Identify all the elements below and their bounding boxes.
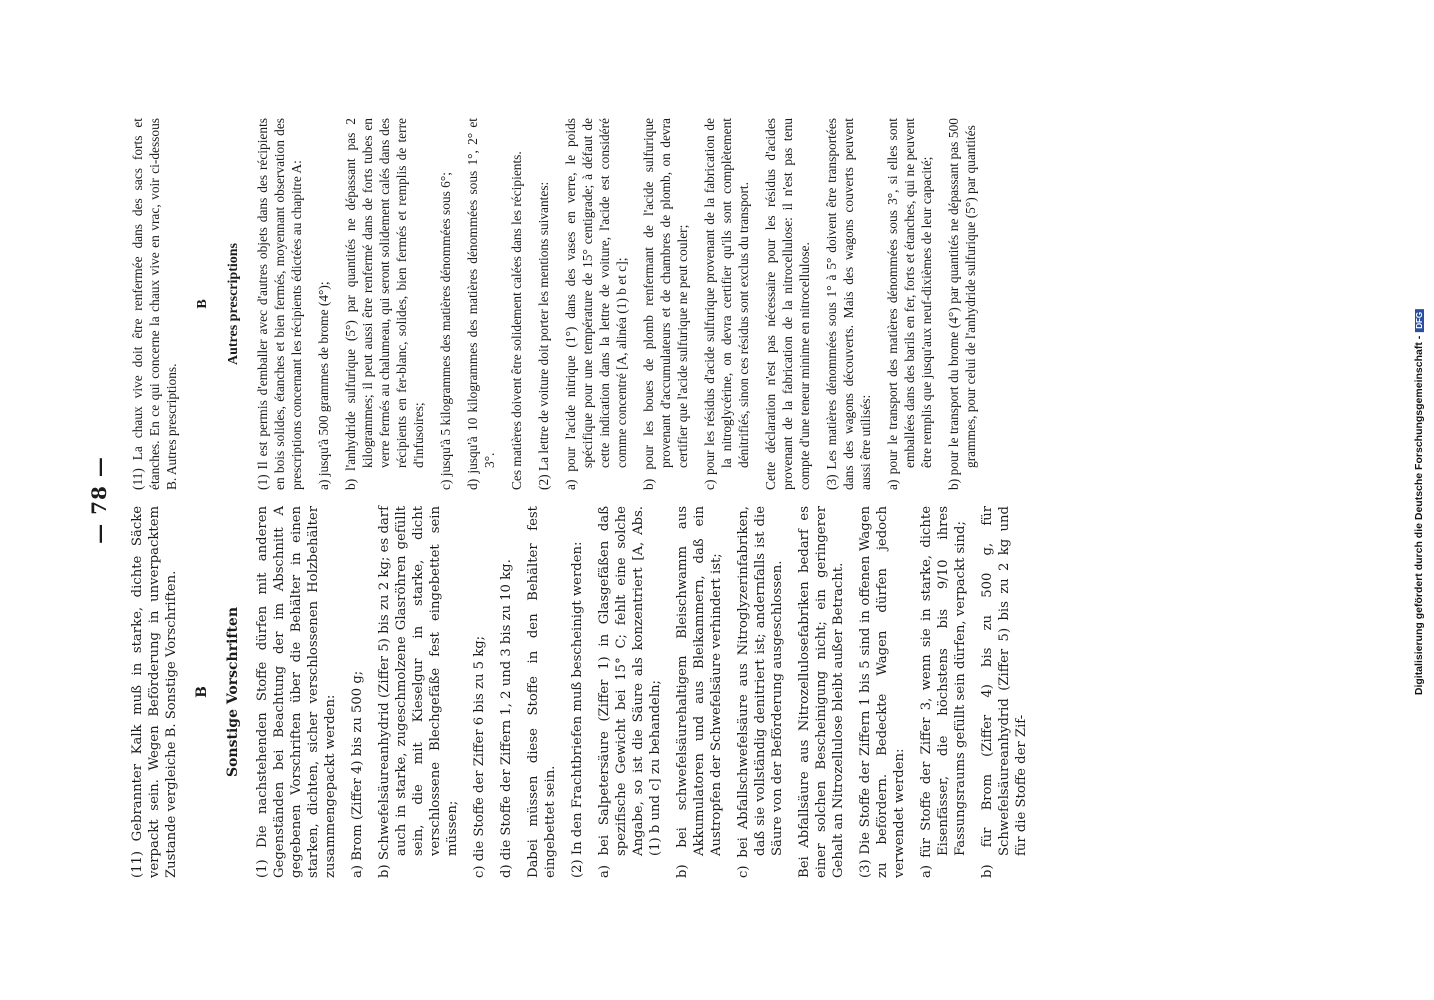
- german-intro: (11) Gebrannter Kalk muß in starke, dichte Säcke verpackt sein. Wegen Beförderung in unverpacktem Zustande vergleiche B. Sonstige Vorschriften.: [130, 506, 179, 878]
- french-item-c2: c) pour les résidus d'acide sulfurique provenant de la fabrication de la nitroglycérine, on devra certifier qu'ils sont complètement dénitrifiés, sinon ces résidus sont exclus du transport.: [702, 118, 751, 490]
- german-paragraph-2: (2) In den Frachtbriefen muß bescheinigt werden:: [570, 541, 585, 878]
- french-item-a2: a) pour l'acide nitrique (1°) dans des vases en verre, le poids spécifique pour une température de 15° centigrade; à défaut de cette indication dans la lettre de voiture, l'acide est considéré comme concentré [A, alinéa (1) b et c];: [563, 118, 629, 490]
- german-item-a3: a) für Stoffe der Ziffer 3, wenn sie in starke, dichte Eisenfässer, die höchstens bis 9/10 ihres Fassungsraums gefüllt sein dürfen, verpackt sind;: [919, 506, 968, 878]
- french-item-b3: b) pour le transport du brome (4°) par quantités ne dépassant pas 500 grammes, pour celui de l'anhydride sulfurique (5°) par quantités: [946, 118, 978, 490]
- german-item-c2: c) bei Abfallschwefelsäure aus Nitroglyzerinfabriken, daß sie vollständig denitriert ist; andernfalls ist die Säure von der Beförderung ausgeschlossen.: [736, 506, 785, 878]
- german-item-b: b) Schwefelsäureanhydrid (Ziffer 5) bis zu 2 kg; es darf auch in starke, zugeschmolzene Glasröhren gefüllt sein, die mit Kieselgur in starke, dicht verschlossene Blechgefäße fest eingebettet sein müssen;: [377, 506, 460, 878]
- german-item-d: d) die Stoffe der Ziffern 1, 2 und 3 bis zu 10 kg.: [499, 559, 514, 878]
- french-paragraph-3: Cette déclaration n'est pas nécessaire pour les résidus d'acides provenant de la fabrication de la nitrocellulose: il n'est pas tenu compte d'une teneur minime en nitrocellulose.: [763, 118, 812, 490]
- french-intro: (11) La chaux vive doit être renfermée dans des sacs forts et étanches. En ce qui concerne la chaux vive en vrac, voir ci-dessous B. Autres prescriptions.: [130, 118, 179, 490]
- german-item-d-note: Dabei müssen diese Stoffe in den Behälter fest eingebettet sein.: [526, 506, 558, 878]
- german-item-b2: b) bei schwefelsäurehaltigem Bleischwamm aus Akkumulatoren und aus Bleikammern, daß ein Austropfen der Schwefelsäure verhindert ist;: [675, 506, 724, 878]
- german-item-a: a) Brom (Ziffer 4) bis zu 500 g;: [350, 670, 365, 878]
- french-item-d: d) jusqu'à 10 kilogrammes des matières dénommées sous 1°, 2° et 3°.: [465, 118, 497, 490]
- german-subtitle: Sonstige Vorschriften: [225, 607, 241, 778]
- french-column: [129, 118, 989, 490]
- german-paragraph-3: Bei Abfallsäure aus Nitrozellulosefabriken bedarf es einer solchen Bescheinigung nicht; ein geringerer Gehalt an Nitrozellulose bleibt außer Betracht.: [797, 506, 846, 878]
- german-item-c: c) die Stoffe der Ziffer 6 bis zu 5 kg;: [472, 635, 487, 878]
- digitization-credit: [1406, 12, 1432, 992]
- scanned-page: [67, 100, 1367, 900]
- french-item-a3: a) pour le transport des matières dénommées sous 3°, si elles sont emballées dans des barils en fer, forts et étanches, qui ne peuvent être remplis que jusqu'aux neuf-dixièmes de leur capacité;: [885, 118, 934, 490]
- german-section-letter: B: [194, 686, 210, 698]
- french-section-letter: B: [195, 299, 210, 309]
- french-item-c: c) jusqu'à 5 kilogrammes des matières dénommées sous 6°;: [438, 172, 453, 490]
- german-item-b3: b) für Brom (Ziffer 4) bis zu 500 g, für Schwefelsäureanhydrid (Ziffer 5) bis zu 2 kg und für die Stoffe der Zif-: [980, 506, 1029, 878]
- credit-label: Digitalisierung gefördert durch die Deutsche Forschungsgemeinschaft -: [1413, 335, 1425, 696]
- french-item-b2: b) pour les boues de plomb renfermant de l'acide sulfurique provenant d'accumulateurs et de chambres de plomb, on devra certifier que l'acide sulfurique ne peut couler;: [641, 118, 690, 490]
- german-paragraph-4: (3) Die Stoffe der Ziffern 1 bis 5 sind in offenen Wagen zu befördern. Bedeckte Wagen dürfen jedoch verwendet werden:: [858, 506, 907, 878]
- french-item-a: a) jusqu'à 500 grammes de brome (4°);: [316, 281, 331, 490]
- german-item-a2: a) bei Salpetersäure (Ziffer 1) in Glasgefäßen daß spezifische Gewicht bei 15° C; fehlt eine solche Angabe, so ist die Säure als konzentriert [A, Abs. (1) b und c] zu behandeln;: [597, 506, 663, 878]
- french-paragraph-1: (1) Il est permis d'emballer avec d'autres objets dans des récipients en bois solides, étanches et bien fermés, moyennant observation des prescriptions concernant les récipients édictées au chapitre A:: [255, 118, 304, 490]
- french-paragraph-2: (2) La lettre de voiture doit porter les mentions suivantes:: [536, 181, 551, 490]
- french-item-b: b) l'anhydride sulfurique (5°) par quantités ne dépassant pas 2 kilogrammes; il peut aussi être renfermé dans de forts tubes en verre fermés au chalumeau, qui seront solidement calés dans des récipients en fer-blanc, solides, bien fermés et remplis de terre d'infusoires;: [343, 118, 426, 490]
- german-column: [129, 506, 1040, 878]
- german-paragraph-1: (1) Die nachstehenden Stoffe dürfen mit anderen Gegenständen bei Beachtung der im Abschnitt A gegebenen Vorschriften über die Behälter in einen starken, dichten, sicher verschlossenen Holzbehälter zusammengepackt werden:: [255, 506, 338, 878]
- dfg-logo: DFG: [1415, 309, 1424, 332]
- page-number: — 78 —: [87, 456, 111, 544]
- digitization-credit-text: [1413, 309, 1425, 695]
- french-item-d-note: Ces matières doivent être solidement calées dans les récipients.: [509, 151, 524, 490]
- french-paragraph-4: (3) Les matières dénommées sous 1° à 5° doivent être transportées dans des wagons découverts. Mais des wagons couverts peuvent aussi être utilisés:: [824, 118, 873, 490]
- french-subtitle: Autres prescriptions: [226, 243, 241, 365]
